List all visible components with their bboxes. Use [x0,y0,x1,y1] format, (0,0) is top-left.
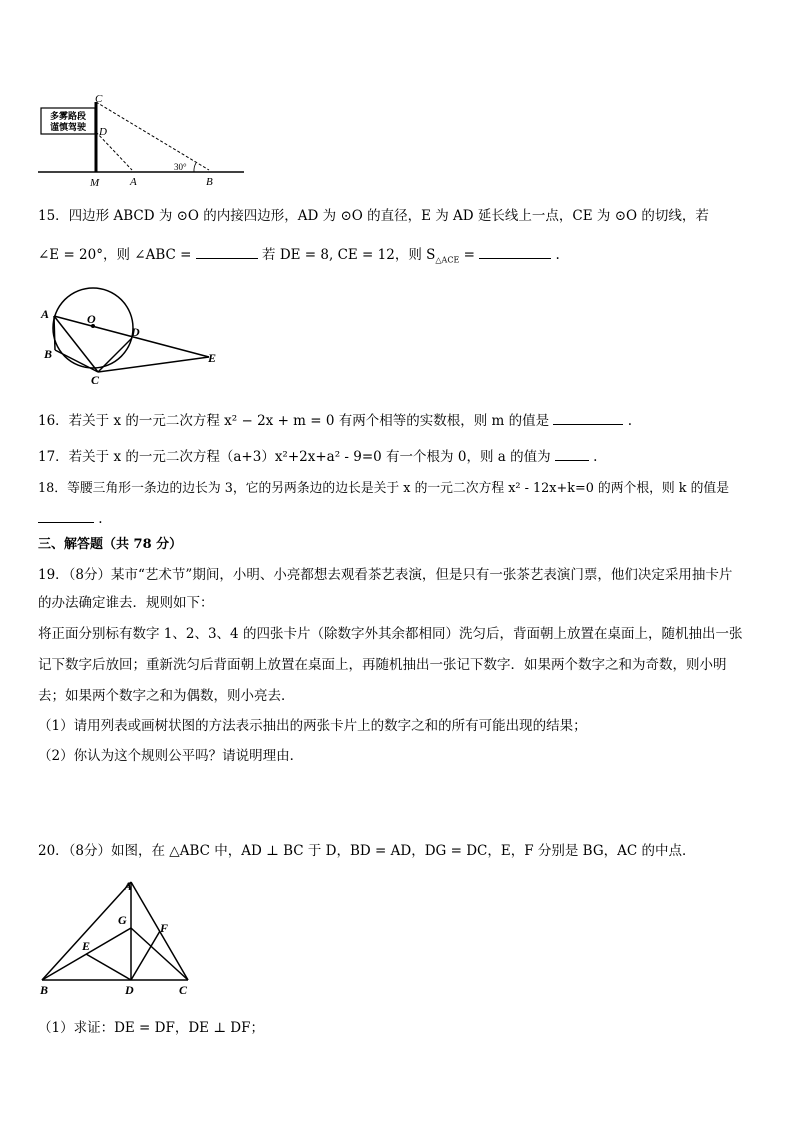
q15-end: . [555,247,560,263]
label-b: B [44,347,53,361]
q19-line4: 记下数字后放回；重新洗匀后背面朝上放置在桌面上，再随机抽出一张记下数字．如果两个数字之和为奇数，则小明 [38,657,727,673]
q19-line2: 的办法确定谁去．规则如下： [38,595,214,611]
label-g: G [118,913,127,927]
line-bc [55,350,98,372]
line-ce [98,357,209,372]
line-cb [96,102,209,170]
label-e: E [208,351,217,365]
q15-line2 [38,244,560,271]
q15-line1: 15．四边形 ABCD 为 ⊙O 的内接四边形，AD 为 ⊙O 的直径，E 为 AD 延长线上一点，CE 为 ⊙O 的切线，若 [38,208,709,224]
line-cd [98,338,132,372]
segment-df [131,931,160,980]
sign-line1: 多雾路段 [49,112,87,122]
label-m: M [90,177,100,189]
q16-text: 16．若关于 x 的一元二次方程 x² − 2x + m = 0 有两个相等的实数根，则 m 的值是 [38,413,550,429]
q19-sub1: （1）请用列表或画树状图的方法表示抽出的两张卡片上的数字之和的所有可能出现的结果； [38,718,587,734]
label-e: E [82,939,91,953]
q15-angle-part: ∠E = 20°，则 ∠ABC = [38,247,192,263]
answer-blank[interactable] [479,244,551,259]
q19-line1: 19．（8分）某市“艺术节”期间，小明、小亮都想去观看茶艺表演，但是只有一张茶艺表演门票，他们决定采用抽卡片 [38,567,733,583]
label-a: A [124,879,133,893]
label-a: A [41,307,50,321]
angle-arc [194,163,196,172]
label-f: F [160,921,169,935]
label-c: C [179,983,188,997]
segment-gc [131,928,188,980]
label-b: B [40,983,49,997]
q19-sub2: （2）你认为这个规则公平吗？请说明理由． [38,748,304,764]
sign-line2: 谨慎驾驶 [49,123,87,133]
q17-end: . [593,449,598,465]
section-title: 三、解答题（共 78 分） [38,537,183,552]
label-o: O [87,312,96,326]
answer-blank[interactable] [196,244,258,259]
label-b: B [206,176,213,188]
label-a: A [130,176,137,188]
side-ab [42,882,131,980]
q18-line: 18．等腰三角形一条边的边长为 3，它的另两条边的边长是关于 x 的一元二次方程 x² - 12x+k=0 的两个根，则 k 的值是 [38,481,729,496]
label-d: D [125,983,134,997]
figure-fog-sign [36,92,251,190]
q15-area-part: 若 DE = 8, CE = 12，则 S [262,247,436,263]
line-ab [54,316,55,350]
q17-line [38,446,597,467]
answer-blank[interactable] [38,508,94,523]
q15-equals: = [463,247,475,263]
q20-line1: 20．（8分）如图，在 △ABC 中，AD ⊥ BC 于 D，BD = AD，DG = DC，E，F 分别是 BG，AC 的中点． [38,843,696,859]
label-d: D [131,325,140,339]
label-c: C [91,373,100,387]
q15-area-subscript: △ACE [435,255,460,265]
figure-circle [36,278,226,390]
q16-end: . [627,413,633,429]
q19-line5: 去；如果两个数字之和为偶数，则小亮去． [38,688,295,704]
q18-end: . [98,511,103,527]
q16-line [38,410,632,431]
answer-blank[interactable] [553,410,623,425]
segment-de [86,954,131,980]
label-c: C [95,93,103,105]
angle-label: 30° [174,162,187,172]
q17-text: 17．若关于 x 的一元二次方程（a+3）x²+2x+a² - 9=0 有一个根为 0，则 a 的值为 [38,449,551,465]
q20-sub1: （1）求证：DE = DF，DE ⊥ DF； [38,1020,264,1036]
label-d: D [99,126,107,138]
q19-line3: 将正面分别标有数字 1、2、3、4 的四张卡片（除数字外其余都相同）洗匀后，背面朝上放置在桌面上，随机抽出一张 [38,626,743,642]
answer-blank[interactable] [555,446,589,461]
q18-line2 [38,508,103,529]
figure-triangle [36,872,206,998]
